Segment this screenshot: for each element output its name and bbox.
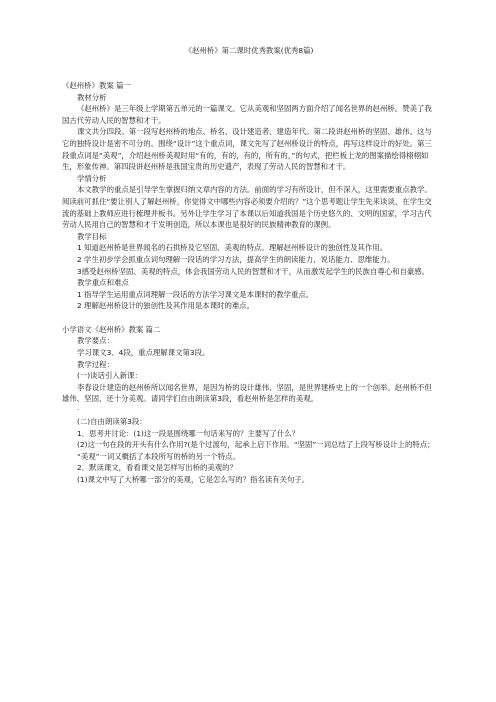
- separator-dot: ·: [77, 406, 80, 415]
- keypoint-item: 2 理解赵州桥设计的独创性及其作用是本课时的难点。: [77, 301, 255, 311]
- goal-item: 2 学生初步学会抓重点词句理解一段话的学习方法，提高学生的朗读能力、说话能力、思维能力。: [77, 254, 395, 264]
- paragraph: (1)课文中写了大桥哪一部分的美观，它是怎么写的？指名读有关句子。: [77, 475, 310, 484]
- section-heading-1: 《赵州桥》教案 篇一: [62, 81, 131, 90]
- goal-item: 3感受赵州桥坚固、美观的特点，体会我国劳动人民的智慧和才干，从而激发起学生的民族自尊心和自豪感。: [77, 266, 430, 276]
- label-process: 教学过程：: [77, 359, 114, 369]
- paragraph: “美观”一词又概括了本段所写的桥的另一个特点。: [77, 451, 240, 461]
- paragraph: 本文教学的重点是引导学生掌握归纳文章内容的方法。前面的学习有所设计，但不深入，这里需要重点教学。阅读前可抓住“要让别人了解赵州桥，你觉得文中哪些内容必须要介绍的？”这个思考题让学生先来谈谈，在学生交流的基础上教师应进行梳理并板书。另外让学生学习了本课以后知道我国是个历史悠久的、文明的国家，学习古代劳动人民用自己的智慧和才干发明创造，所以本课也是很好的民族精神教育的课例。: [62, 185, 432, 230]
- paragraph: 1．思考并讨论：(1)这一段是围绕哪一句话来写的？主要写了什么？: [77, 428, 300, 438]
- label-keypoints: 教学重点和难点: [77, 278, 129, 288]
- paragraph: (2)这一句在段的开头有什么作用?(是个过渡句，起承上启下作用。“坚固”一词总结了上段写桥设计上的特点；: [77, 440, 435, 450]
- label-analysis: 教材分析: [77, 92, 107, 102]
- paragraph: 《赵州桥》是三年级上学期第五单元的一篇课文。它从美观和坚固两方面介绍了闻名世界的赵州桥。赞美了我国古代劳动人民的智慧和才干。: [62, 104, 432, 125]
- goal-item: 1 知道赵州桥是世界闻名的石拱桥及它坚固、美观的特点。理解赵州桥设计的独创性及其作用。: [77, 243, 388, 253]
- step-heading: (二)自由朗读第3段：: [77, 417, 147, 427]
- paragraph: 2．默读课文，看看课文是怎样写出桥的美观的？: [77, 463, 237, 473]
- paragraph: 学习课文3、4段，重点理解课文第3段。: [77, 348, 210, 358]
- keypoint-item: 1 指导学生运用重点词理解一段话的方法学习课文是本课时的教学重点。: [77, 289, 314, 299]
- step-heading: (一)谈话引入新课：: [77, 371, 142, 381]
- label-learner: 学情分析: [77, 173, 107, 183]
- label-goals: 教学目标: [77, 231, 107, 241]
- paragraph: 李春设计建造的赵州桥所以闻名世界，是因为桥的设计雄伟、坚固，是世界建桥史上的一个创举。赵州桥不但雄伟、坚固，还十分美观。请同学们自由朗读第3段，看赵州桥是怎样的美观。: [62, 382, 432, 404]
- section-heading-2: 小学语文《赵州桥》教案 篇二: [62, 324, 161, 334]
- document-title: 《赵州桥》第二课时优秀教案(优秀8篇): [184, 46, 314, 55]
- paragraph: 课文共分四段。第一段写赵州桥的地点、桥名、设计建造者、建造年代。第二段讲赵州桥的坚固、雄伟。这与它的独特设计是密不可分的。围绕“设计”这个重点词，课文先写了赵州桥设计的特点，再写这样设计的好处。第三段重点词是“美观”，介绍赵州桥美观时用“有的，有的，有的，所有的，”的句式，把栏板上龙的图案描绘得栩栩如生，形象传神。第四段讲赵州桥是我国宝贵的历史遗产，表现了劳动人民的智慧和才干。: [62, 127, 432, 172]
- label-points: 教学要点：: [77, 336, 114, 346]
